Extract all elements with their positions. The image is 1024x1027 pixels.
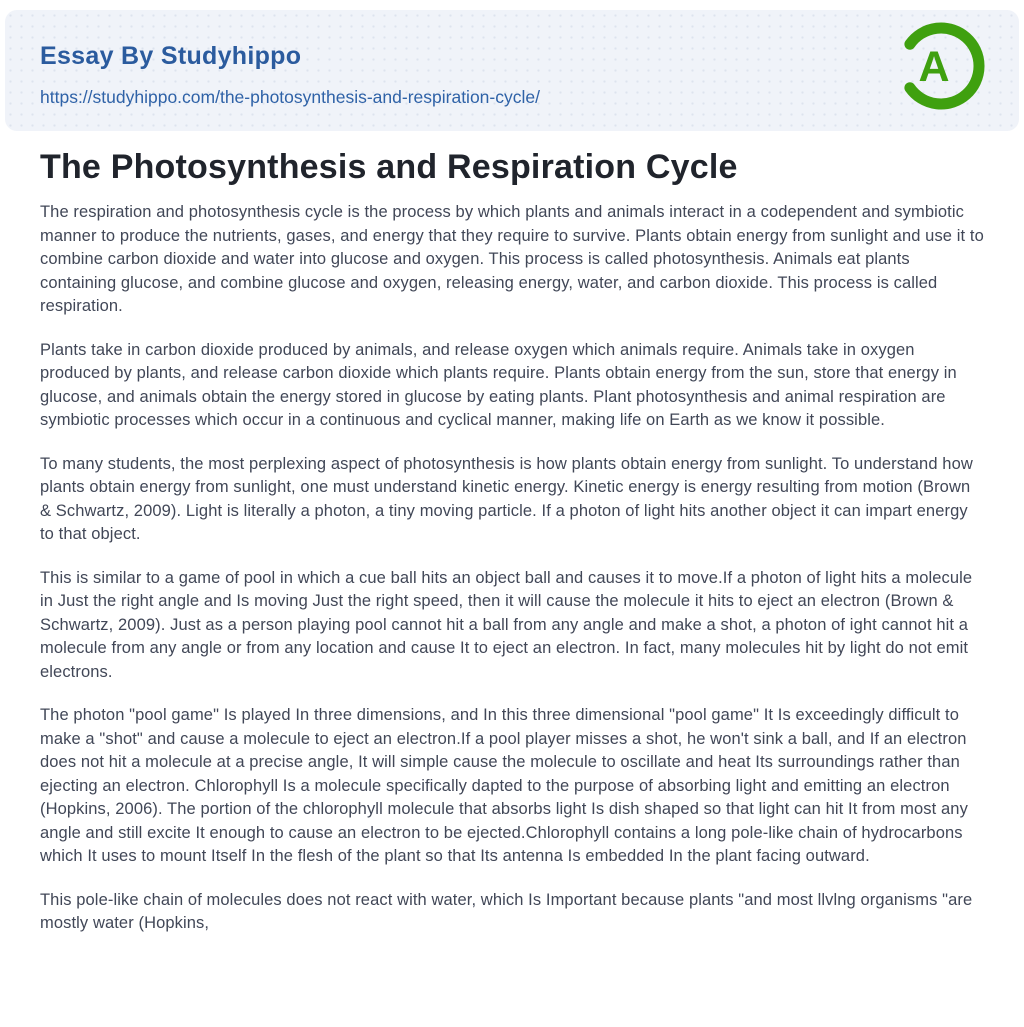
article-paragraph-6: This pole-like chain of molecules does not react with water, which Is Important because plants "and most llvlng organisms "are mostly water (Hopkins, <box>40 890 973 932</box>
article-content <box>0 148 1024 936</box>
logo-letter: A <box>918 43 950 91</box>
article-paragraph-5: The photon "pool game" Is played In three dimensions, and In this three dimensional "pool game" It Is exceedingly difficult to make a "shot" and cause a molecule to eject an electron.If a pool player misses a shot, he won't sink a ball, and If an electron does not hit a molecule at a precise angle, It will simple cause the molecule to oscillate and heat Its surroundings rather than ejecting an electron. Chlorophyll Is a molecule specifically dapted to the purpose of absorbing light and emitting an electron (Hopkins, 2006). The portion of the chlorophyll molecule that absorbs light Is dish shaped so that light can hit It from most any angle and still excite It enough to cause an electron to be ejected.Chlorophyll contains a long pole-like chain of hydrocarbons which It uses to mount Itself In the flesh of the plant so that Its antenna Is embedded In the plant facing outward. <box>40 706 968 865</box>
studyhippo-logo[interactable] <box>893 18 989 114</box>
article-paragraph-3: To many students, the most perplexing aspect of photosynthesis is how plants obtain energy from sunlight. To understand how plants obtain energy from sunlight, one must understand kinetic energy. Kinetic energy is energy resulting from motion (Brown & Schwartz, 2009). Light is literally a photon, a tiny moving particle. If a photon of light hits another object it can impart energy to that object. <box>40 454 973 543</box>
article-paragraph-2: Plants take in carbon dioxide produced by animals, and release oxygen which animals require. Animals take in oxygen produced by plants, and release carbon dioxide which plants require. Plants obtain energy from the sun, store that energy in glucose, and animals obtain the energy stored in glucose by eating plants. Plant photosynthesis and animal respiration are symbiotic processes which occur in a continuous and cyclical manner, making life on Earth as we know it possible. <box>40 340 957 429</box>
header-banner <box>5 10 1019 131</box>
header-text-block <box>40 42 540 108</box>
source-url-link[interactable]: https://studyhippo.com/the-photosynthesis-and-respiration-cycle/ <box>40 87 540 107</box>
article-paragraph-4: This is similar to a game of pool in which a cue ball hits an object ball and causes it to move.If a photon of light hits a molecule in Just the right angle and Is moving Just the right speed, then it will cause the molecule it hits to eject an electron (Brown & Schwartz, 2009). Just as a person playing pool cannot hit a ball from any angle and make a shot, a photon of ight cannot hit a molecule from any angle or from any location and cause It to eject an electron. In fact, many molecules hit by light do not emit electrons. <box>40 568 973 681</box>
article-paragraph-1: The respiration and photosynthesis cycle is the process by which plants and animals interact in a codependent and symbiotic manner to produce the nutrients, gases, and energy that they require to survive. Plants obtain energy from sunlight and use it to combine carbon dioxide and water into glucose and oxygen. This process is called photosynthesis. Animals eat plants containing glucose, and combine glucose and oxygen, releasing energy, water, and carbon dioxide. This process is called respiration. <box>40 203 984 315</box>
article-title: The Photosynthesis and Respiration Cycle <box>40 148 738 186</box>
essay-byline: Essay By Studyhippo <box>40 42 302 70</box>
